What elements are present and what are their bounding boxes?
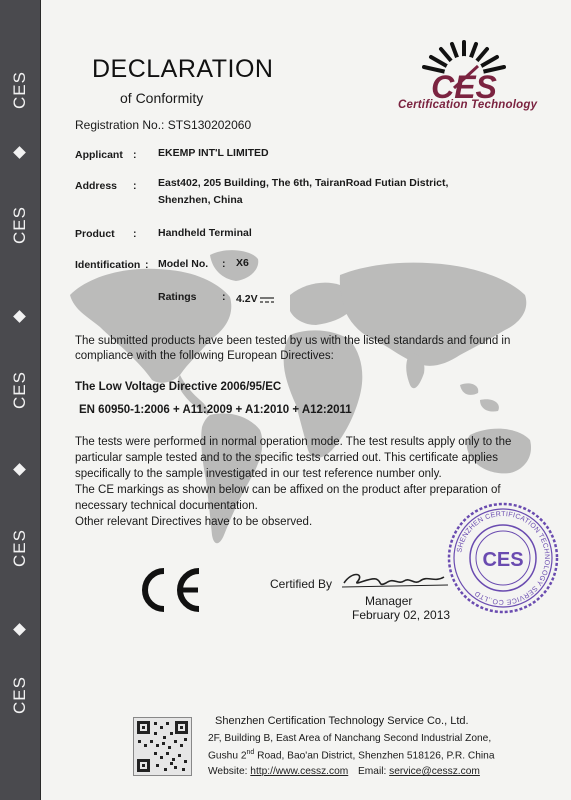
side-label-ces: CES xyxy=(10,676,29,714)
other-directives: Other relevant Directives have to be observed. xyxy=(75,516,313,528)
ce-line-2: necessary technical documentation. xyxy=(75,500,258,512)
colon: : xyxy=(133,180,137,192)
footer-website xyxy=(208,766,348,777)
address-label: Address xyxy=(75,180,118,192)
ratings-value: 4.2V xyxy=(236,293,258,305)
document-title: DECLARATION xyxy=(92,55,274,83)
stamp-center-text: CES xyxy=(482,549,524,571)
certificate-date: February 02, 2013 xyxy=(352,608,451,622)
ratings-label: Ratings xyxy=(158,291,197,303)
side-label-ces: CES xyxy=(10,206,29,244)
company-stamp xyxy=(447,502,559,614)
address-line-1: East402, 205 Building, The 6th, TairanRoad Futian District, xyxy=(158,177,449,189)
footer-address-1: 2F, Building B, East Area of Nanchang Second Industrial Zone, xyxy=(208,733,492,744)
diamond-icon xyxy=(13,623,26,636)
logo-text: CES xyxy=(431,69,497,105)
intro-line-2: compliance with the following European Directives: xyxy=(75,350,334,362)
certified-by-label: Certified By xyxy=(270,577,333,591)
registration-number xyxy=(75,118,251,132)
identification-label: Identification xyxy=(75,259,141,271)
side-label-ces: CES xyxy=(10,529,29,567)
colon: : xyxy=(222,291,226,303)
applicant-value: EKEMP INT'L LIMITED xyxy=(158,147,269,159)
product-label: Product xyxy=(75,228,115,240)
colon: : xyxy=(145,259,149,271)
side-label-ces: CES xyxy=(10,371,29,409)
applicant-label: Applicant xyxy=(75,149,123,161)
dc-symbol-icon xyxy=(259,296,275,305)
tests-line-2: particular sample tested and to the specific tests carried out. This certificate applies xyxy=(75,452,498,464)
diamond-icon xyxy=(13,146,26,159)
directive: The Low Voltage Directive 2006/95/EC xyxy=(75,381,282,393)
tests-line-3: specifically to the sample investigated in our test reference number only. xyxy=(75,468,442,480)
colon: : xyxy=(222,258,226,270)
tests-line-1: The tests were performed in normal operation mode. The test results apply only to the xyxy=(75,436,512,448)
registration-value: STS130202060 xyxy=(167,118,252,132)
registration-label: Registration No.: xyxy=(75,118,165,132)
footer-address-2: Gushu 2nd Road, Bao'an District, Shenzhen 518126, P.R. China xyxy=(208,749,495,762)
side-label-ces: CES xyxy=(10,71,29,109)
qr-code xyxy=(133,717,192,776)
document-subtitle: of Conformity xyxy=(120,90,204,106)
model-value: X6 xyxy=(236,257,249,269)
footer-email xyxy=(358,766,480,777)
intro-line-1: The submitted products have been tested by us with the listed standards and found in xyxy=(75,335,511,347)
handwritten-signature xyxy=(340,563,450,593)
model-label: Model No. xyxy=(158,258,209,270)
diamond-icon xyxy=(13,310,26,323)
logo-subtitle: Certification Technology xyxy=(398,99,538,111)
email-label: Email: xyxy=(358,766,387,777)
colon: : xyxy=(133,228,137,240)
colon: : xyxy=(133,149,137,161)
email-link[interactable]: service@cessz.com xyxy=(389,766,480,777)
standard: EN 60950-1:2006 + A11:2009 + A1:2010 + A12:2011 xyxy=(79,404,352,416)
diamond-icon xyxy=(13,463,26,476)
website-link[interactable]: http://www.cessz.com xyxy=(250,766,349,777)
side-band xyxy=(0,0,41,800)
footer-company: Shenzhen Certification Technology Service Co., Ltd. xyxy=(215,715,469,727)
ce-line-1: The CE markings as shown below can be affixed on the product after preparation of xyxy=(75,484,501,496)
product-value: Handheld Terminal xyxy=(158,227,252,239)
address-line-2: Shenzhen, China xyxy=(158,194,243,206)
website-label: Website: xyxy=(208,766,248,777)
ce-mark-icon xyxy=(138,567,204,613)
stamp-ring-text: SHENZHEN CERTIFICATION TECHNOLOGY SERVICE CO.,LTD xyxy=(456,510,551,606)
signatory-role: Manager xyxy=(365,594,413,608)
